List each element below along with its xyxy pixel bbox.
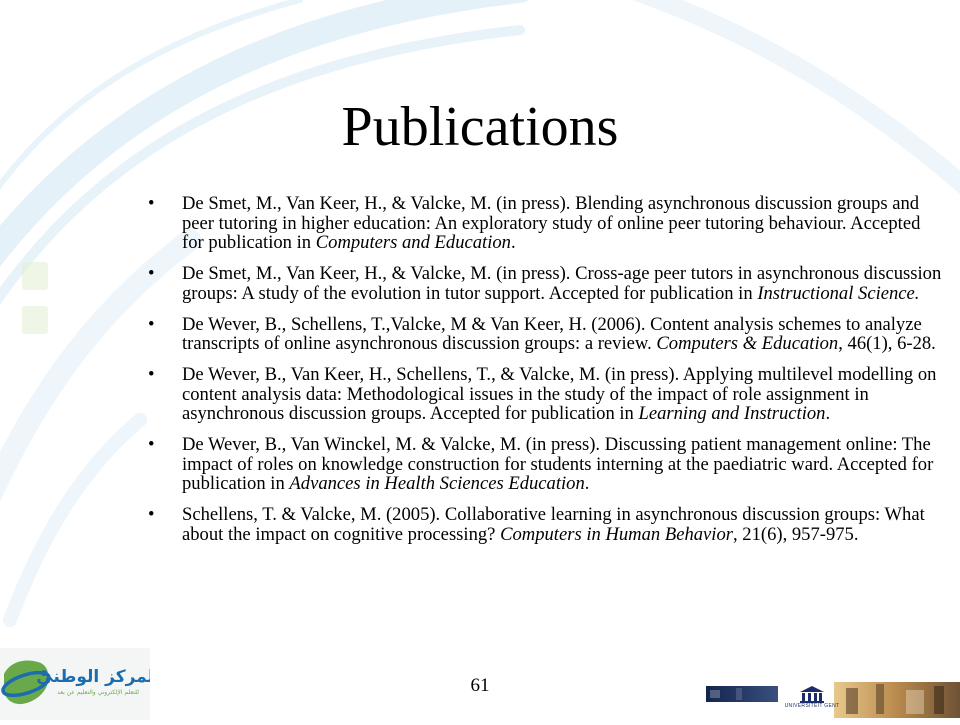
publication-suffix: . [584,473,590,494]
publication-journal: Computers & Education [656,333,839,354]
ugent-banner-graphic [706,682,960,718]
publication-text: De Smet, M., Van Keer, H., & Valcke, M. (in press). Cross-age peer tutors in asynchronous discussion groups: A study of the evolution in tutor support. Accepted for publication in [182,263,942,304]
publication-item [146,365,946,424]
national-center-emblem-icon [0,648,150,720]
publication-journal: Computers in Human Behavior [500,523,733,545]
logo-arabic-name: المركز الوطني [36,667,150,687]
publication-suffix: , 21(6), 957-975. [733,523,859,545]
publication-text: Schellens, T. & Valcke, M. (2005). Collaborative learning in asynchronous discussion groups: What about the impact on cognitive processing? [182,504,925,545]
publication-suffix: . [510,232,516,253]
publication-journal: Learning and Instruction [638,403,826,424]
publication-item [146,435,946,494]
ugent-logo-strip [706,682,960,718]
publication-item [146,315,946,354]
publication-journal: Instructional Science. [757,282,920,304]
publication-text: De Smet, M., Van Keer, H., & Valcke, M. (in press). Blending asynchronous discussion groups and peer tutoring in higher education: An exploratory study of online peer tutoring behaviour. Accepted for publication in [182,193,921,253]
ugent-name-label: UNIVERSITEIT GENT [784,703,840,709]
publication-journal: Advances in Health Sciences Education [289,473,585,494]
ugent-building-icon [798,684,826,704]
publication-item [146,505,946,544]
publication-text: De Wever, B., Van Winckel, M. & Valcke, M. (in press). Discussing patient management online: The impact of roles on knowledge construction for students interning at the paediatric ward. Accepted for publication in [182,434,934,494]
publication-suffix: , 46(1), 6-28. [838,333,936,354]
publication-text: De Wever, B., Van Keer, H., Schellens, T., & Valcke, M. (in press). Applying multilevel modelling on content analysis data: Methodological issues in the study of the impact of role assignment in asynchronous discussion groups. Accepted for publication in [182,364,937,424]
logo-arabic-subtitle: للتعلم الإلكتروني والتعليم عن بعد [57,689,139,696]
publication-journal: Computers and Education [315,232,511,253]
publication-list [146,194,946,556]
publication-item [146,194,946,253]
slide-title: Publications [341,96,619,158]
publication-suffix: . [825,403,831,424]
publication-item [146,264,946,303]
publication-text: De Wever, B., Schellens, T.,Valcke, M & Van Keer, H. (2006). Content analysis schemes to analyze transcripts of online asynchronous discussion groups: a review. [182,313,922,354]
national-center-logo [0,648,150,720]
page-number: 61 [470,675,490,696]
